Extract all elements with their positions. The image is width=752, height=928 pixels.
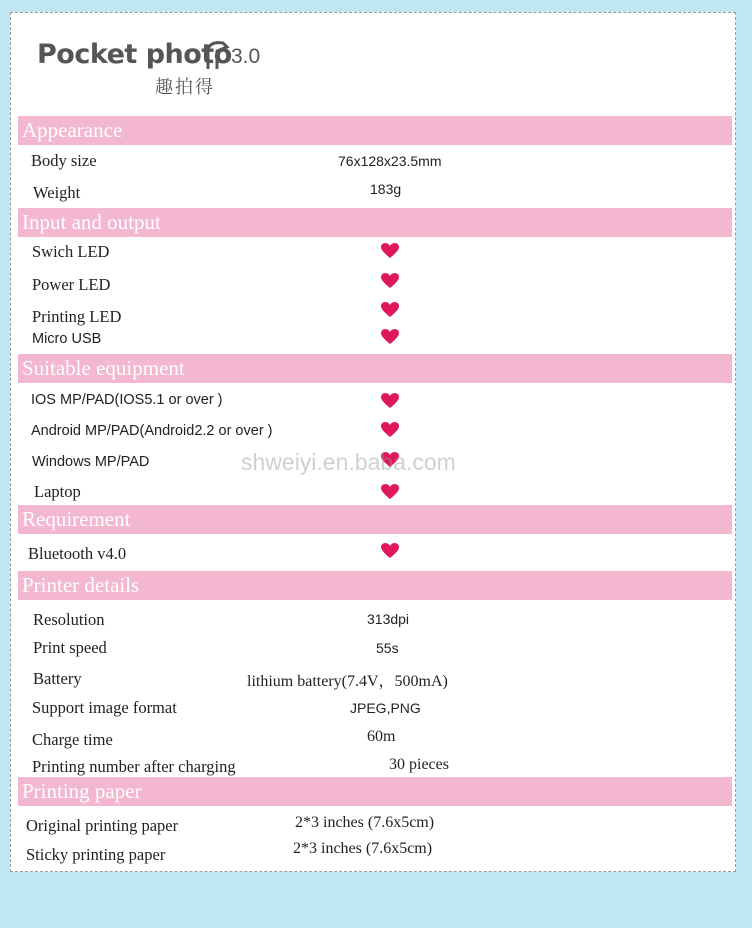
row-label-windows: Windows MP/PAD — [32, 454, 150, 470]
brand-chinese-name: 趣拍得 — [155, 77, 215, 98]
row-label-original-paper: Original printing paper — [26, 816, 179, 835]
row-value-charge-time: 60m — [367, 728, 396, 745]
section-suitable-equipment: Suitable equipment — [18, 354, 732, 383]
brand-version: 3.0 — [231, 45, 261, 68]
spec-sheet — [10, 12, 736, 872]
row-value-printing-number: 30 pieces — [389, 756, 449, 773]
row-label-body-size: Body size — [31, 151, 97, 170]
row-label-micro-usb: Micro USB — [32, 331, 102, 347]
brand-logo — [37, 39, 297, 109]
section-input-output: Input and output — [18, 208, 732, 237]
row-label-print-speed: Print speed — [33, 638, 107, 657]
heart-icon — [381, 273, 399, 289]
row-label-android: Android MP/PAD(Android2.2 or over ) — [31, 423, 273, 439]
brand-name: Pocket photo — [37, 39, 232, 70]
section-requirement: Requirement — [18, 505, 732, 534]
row-label-charge-time: Charge time — [32, 730, 113, 749]
row-label-ios: IOS MP/PAD(IOS5.1 or over ) — [31, 392, 223, 408]
watermark: shweiyi.en.baba.com — [241, 449, 456, 475]
section-printing-paper: Printing paper — [18, 777, 732, 806]
row-label-sticky-paper: Sticky printing paper — [26, 845, 166, 864]
row-value-image-format: JPEG,PNG — [350, 700, 421, 716]
row-value-weight: 183g — [370, 181, 402, 197]
row-label-printing-led: Printing LED — [32, 307, 122, 326]
heart-icon — [381, 484, 399, 500]
row-label-laptop: Laptop — [34, 482, 81, 501]
row-value-original-paper: 2*3 inches (7.6x5cm) — [295, 814, 435, 831]
row-label-battery: Battery — [33, 669, 82, 688]
section-appearance: Appearance — [18, 116, 732, 145]
row-label-power-led: Power LED — [32, 275, 111, 294]
heart-icon — [381, 543, 399, 559]
section-printer-details: Printer details — [18, 571, 732, 600]
heart-icon — [381, 302, 399, 318]
row-value-sticky-paper: 2*3 inches (7.6x5cm) — [293, 840, 433, 857]
heart-icon — [381, 329, 399, 345]
heart-icon — [381, 422, 399, 438]
row-value-body-size: 76x128x23.5mm — [338, 153, 442, 169]
row-value-print-speed: 55s — [376, 640, 399, 656]
row-label-switch-led: Swich LED — [32, 242, 110, 261]
row-label-image-format: Support image format — [32, 698, 177, 717]
heart-icon — [381, 393, 399, 409]
row-label-weight: Weight — [33, 183, 81, 202]
row-value-resolution: 313dpi — [367, 611, 410, 627]
row-label-printing-number: Printing number after charging — [32, 757, 236, 776]
row-value-battery: lithium battery(7.4V，500mA) — [247, 673, 448, 690]
camera-flag-icon — [205, 39, 231, 73]
heart-icon — [381, 243, 399, 259]
row-label-bluetooth: Bluetooth v4.0 — [28, 544, 127, 563]
row-label-resolution: Resolution — [33, 610, 105, 629]
